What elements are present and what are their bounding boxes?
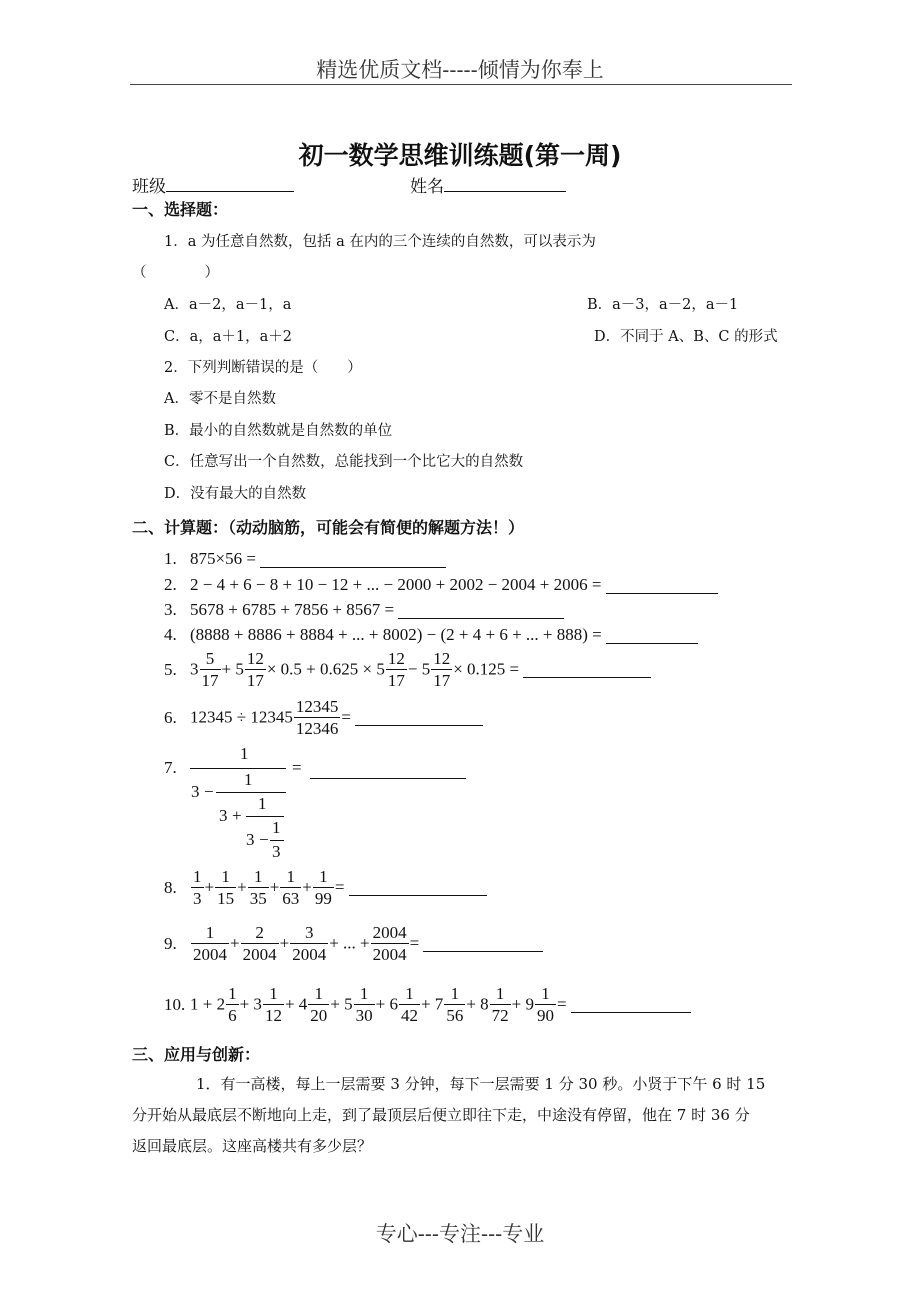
p10-fraction bbox=[444, 983, 465, 1026]
numerator: 1 bbox=[193, 867, 202, 886]
p6-eq: = bbox=[341, 707, 351, 727]
numerator: 1 bbox=[248, 866, 269, 888]
problem-2-expr: 2 − 4 + 6 − 8 + 10 − 12 + ... − 2000 + 2002 − 2004 + 2006 = bbox=[190, 575, 602, 595]
name-label: 姓名 bbox=[410, 177, 444, 197]
problem-10 bbox=[164, 983, 691, 1026]
numerator: 12345 bbox=[295, 697, 339, 716]
p7-minus: − bbox=[259, 830, 269, 849]
numerator: 12 bbox=[387, 649, 405, 668]
q1-option-a[interactable]: A．a－2，a－1，a bbox=[164, 297, 292, 313]
answer-blank-10[interactable] bbox=[571, 996, 691, 1013]
class-blank[interactable] bbox=[166, 175, 294, 192]
numerator: 1 bbox=[263, 983, 284, 1005]
p5-op: × 0.5 + 0.625 × 5 bbox=[266, 659, 385, 679]
numerator: 1 bbox=[215, 866, 236, 888]
p10-int: + 9 bbox=[511, 994, 534, 1014]
p7-three: 3 bbox=[272, 842, 281, 861]
denominator: 17 bbox=[433, 671, 451, 690]
p9-dots: + ... + bbox=[329, 933, 370, 953]
section3-heading: 三、应用与创新： bbox=[132, 1045, 261, 1064]
denominator: 12 bbox=[264, 1006, 282, 1025]
denominator: 2004 bbox=[242, 945, 277, 964]
denominator: 72 bbox=[491, 1006, 509, 1025]
problem-9 bbox=[164, 922, 543, 965]
page-title: 初一数学思维训练题(第一周) bbox=[298, 141, 622, 170]
p5-fraction-2 bbox=[245, 648, 266, 691]
p10-lead: 1 + 2 bbox=[190, 994, 226, 1014]
q1-option-d[interactable]: D．不同于 A、B、C 的形式 bbox=[594, 329, 778, 345]
plus-sign: + bbox=[230, 933, 240, 953]
denominator: 2004 bbox=[193, 945, 227, 964]
problem-2 bbox=[164, 574, 718, 595]
p10-fraction bbox=[308, 983, 329, 1026]
p10-int: + 8 bbox=[466, 994, 489, 1014]
p9-eq: = bbox=[409, 933, 420, 953]
answer-blank-2[interactable] bbox=[606, 577, 718, 594]
p7-minus: − bbox=[204, 782, 214, 801]
problem-number: 2. bbox=[164, 575, 177, 595]
p7-fraction-bar bbox=[270, 840, 284, 841]
problem-number: 9. bbox=[164, 933, 177, 953]
p7-three: 3 bbox=[191, 782, 200, 801]
numerator: 12 bbox=[433, 649, 451, 668]
p7-one: 1 bbox=[258, 794, 267, 813]
problem-3-expr: 5678 + 6785 + 7856 + 8567 = bbox=[190, 600, 395, 620]
p5-fraction-1 bbox=[200, 648, 221, 691]
denominator: 42 bbox=[400, 1006, 418, 1025]
p7-three: 3 bbox=[246, 830, 255, 849]
answer-blank-8[interactable] bbox=[349, 879, 487, 896]
answer-blank-3[interactable] bbox=[398, 602, 564, 619]
class-field bbox=[132, 172, 294, 197]
numerator: 1 bbox=[228, 984, 237, 1003]
problem-number: 3. bbox=[164, 600, 177, 620]
p7-eq: = bbox=[292, 758, 302, 777]
problem-1-expr: 875×56 = bbox=[190, 549, 256, 569]
p10-int: + 7 bbox=[420, 994, 444, 1014]
numerator: 1 bbox=[191, 922, 229, 944]
p10-int: + 3 bbox=[239, 994, 262, 1014]
denominator: 90 bbox=[537, 1006, 554, 1025]
q2-option-c[interactable]: C．任意写出一个自然数，总能找到一个比它大的自然数 bbox=[164, 454, 524, 470]
numerator: 1 bbox=[313, 866, 334, 888]
p8-fraction bbox=[280, 866, 301, 909]
q2-option-a[interactable]: A．零不是自然数 bbox=[164, 391, 276, 407]
problem-number: 1. bbox=[164, 549, 177, 569]
p5-fraction-4 bbox=[431, 648, 452, 691]
q1-answer-paren: （ ） bbox=[132, 265, 219, 281]
p10-int: + 4 bbox=[284, 994, 308, 1014]
numerator: 2004 bbox=[372, 923, 407, 942]
p10-fraction bbox=[226, 983, 239, 1026]
p10-fraction bbox=[354, 983, 375, 1026]
answer-blank-4[interactable] bbox=[606, 627, 698, 644]
p9-fraction bbox=[290, 922, 328, 965]
numerator: 1 bbox=[444, 983, 465, 1005]
p7-fraction-bar bbox=[190, 768, 286, 769]
problem-4-expr: (8888 + 8886 + 8884 + ... + 8002) − (2 + 4 + 6 + ... + 888) = bbox=[190, 625, 602, 645]
p6-expr: 12345 ÷ 12345 bbox=[190, 707, 293, 727]
q1-option-b[interactable]: B．a－3，a－2，a－1 bbox=[587, 297, 739, 313]
name-field bbox=[410, 172, 566, 197]
numerator: 1 bbox=[490, 983, 511, 1005]
p9-fraction bbox=[241, 922, 279, 965]
page-header: 精选优质文档-----倾情为你奉上 bbox=[316, 58, 604, 82]
q1-option-c[interactable]: C．a，a＋1，a＋2 bbox=[164, 329, 292, 345]
numerator: 1 bbox=[308, 983, 329, 1005]
denominator: 2004 bbox=[372, 945, 407, 964]
denominator: 99 bbox=[314, 889, 332, 908]
class-label: 班级 bbox=[132, 177, 166, 197]
denominator: 20 bbox=[310, 1006, 328, 1025]
p10-int: + 6 bbox=[375, 994, 398, 1014]
answer-blank-1[interactable] bbox=[260, 551, 446, 568]
q1-text: 1．a 为任意自然数，包括 a 在内的三个连续的自然数，可以表示为 bbox=[164, 234, 596, 250]
name-blank[interactable] bbox=[444, 175, 566, 192]
p7-one: 1 bbox=[240, 744, 249, 763]
p5-op: − 5 bbox=[407, 659, 431, 679]
p10-fraction bbox=[490, 983, 511, 1026]
numerator: 1 bbox=[280, 866, 301, 888]
s3-problem-line: 返回最底层。这座高楼共有多少层？ bbox=[132, 1137, 373, 1155]
numerator: 2 bbox=[241, 922, 279, 944]
problem-number: 4. bbox=[164, 625, 177, 645]
p9-fraction bbox=[191, 922, 229, 965]
p10-fraction bbox=[263, 983, 284, 1026]
numerator: 5 bbox=[200, 648, 221, 670]
plus-sign: + bbox=[204, 877, 215, 897]
denominator: 30 bbox=[355, 1006, 373, 1025]
q2-option-b[interactable]: B．最小的自然数就是自然数的单位 bbox=[164, 423, 393, 439]
answer-blank-7[interactable] bbox=[310, 762, 466, 779]
q2-option-d[interactable]: D．没有最大的自然数 bbox=[164, 486, 307, 502]
answer-blank-5[interactable] bbox=[523, 661, 651, 678]
p8-fraction bbox=[248, 866, 269, 909]
p10-eq: = bbox=[557, 994, 567, 1014]
problem-number: 5. bbox=[164, 659, 177, 679]
problem-number: 7. bbox=[164, 758, 177, 777]
denominator: 12346 bbox=[295, 719, 339, 738]
p8-fraction bbox=[313, 866, 334, 909]
p5-op: + 5 bbox=[221, 659, 244, 679]
p10-fraction bbox=[399, 983, 420, 1026]
p8-fraction bbox=[215, 866, 236, 909]
p7-one: 1 bbox=[272, 818, 281, 837]
p10-int: + 5 bbox=[330, 994, 353, 1014]
p8-eq: = bbox=[334, 877, 345, 897]
numerator: 1 bbox=[399, 983, 420, 1005]
page-footer: 专心---专注---专业 bbox=[375, 1222, 545, 1246]
problem-6 bbox=[164, 696, 483, 739]
denominator: 15 bbox=[217, 889, 235, 908]
denominator: 17 bbox=[387, 671, 405, 690]
header-divider bbox=[130, 84, 792, 85]
problem-1 bbox=[164, 548, 446, 569]
p7-fraction-bar bbox=[246, 816, 284, 817]
p7-plus: + bbox=[232, 806, 242, 825]
p7-fraction-bar bbox=[216, 792, 286, 793]
problem-5 bbox=[164, 648, 651, 691]
q2-text: 2．下列判断错误的是（ ） bbox=[164, 360, 362, 376]
denominator: 6 bbox=[228, 1006, 237, 1025]
denominator: 17 bbox=[246, 671, 264, 690]
p7-one: 1 bbox=[244, 770, 253, 789]
problem-3 bbox=[164, 599, 564, 620]
denominator: 35 bbox=[249, 889, 267, 908]
p5-op: × 0.125 = bbox=[453, 659, 520, 679]
plus-sign: + bbox=[279, 933, 290, 953]
p5-int: 3 bbox=[190, 659, 199, 679]
problem-8 bbox=[164, 866, 487, 909]
p6-fraction bbox=[294, 696, 341, 739]
problem-number: 10. bbox=[164, 994, 186, 1014]
numerator: 3 bbox=[290, 922, 328, 944]
answer-blank-9[interactable] bbox=[423, 935, 543, 952]
s3-problem-line: 1．有一高楼，每上一层需要 3 分钟，每下一层需要 1 分 30 秒。小贤于下午 6 时 15 bbox=[196, 1075, 766, 1093]
p5-fraction-3 bbox=[386, 648, 407, 691]
denominator: 17 bbox=[201, 671, 219, 690]
problem-4 bbox=[164, 624, 698, 645]
problem-number: 6. bbox=[164, 707, 177, 727]
section1-heading: 一、选择题： bbox=[132, 200, 229, 219]
plus-sign: + bbox=[302, 877, 312, 897]
plus-sign: + bbox=[237, 877, 247, 897]
answer-blank-6[interactable] bbox=[355, 709, 483, 726]
section2-heading: 二、计算题：（动动脑筋，可能会有简便的解题方法！） bbox=[132, 518, 525, 537]
s3-problem-line: 分开始从最底层不断地向上走，到了最顶层后便立即往下走，中途没有停留，他在 7 时 36 分 bbox=[132, 1106, 750, 1124]
denominator: 63 bbox=[282, 889, 300, 908]
denominator: 2004 bbox=[292, 945, 327, 964]
numerator: 12 bbox=[246, 649, 264, 668]
p9-fraction bbox=[371, 922, 409, 965]
plus-sign: + bbox=[269, 877, 280, 897]
p8-fraction bbox=[191, 866, 204, 909]
denominator: 56 bbox=[446, 1006, 464, 1025]
denominator: 3 bbox=[193, 889, 202, 908]
p7-three: 3 bbox=[219, 806, 228, 825]
numerator: 1 bbox=[354, 983, 375, 1005]
problem-number: 8. bbox=[164, 877, 177, 897]
numerator: 1 bbox=[535, 983, 556, 1005]
p10-fraction bbox=[535, 983, 556, 1026]
